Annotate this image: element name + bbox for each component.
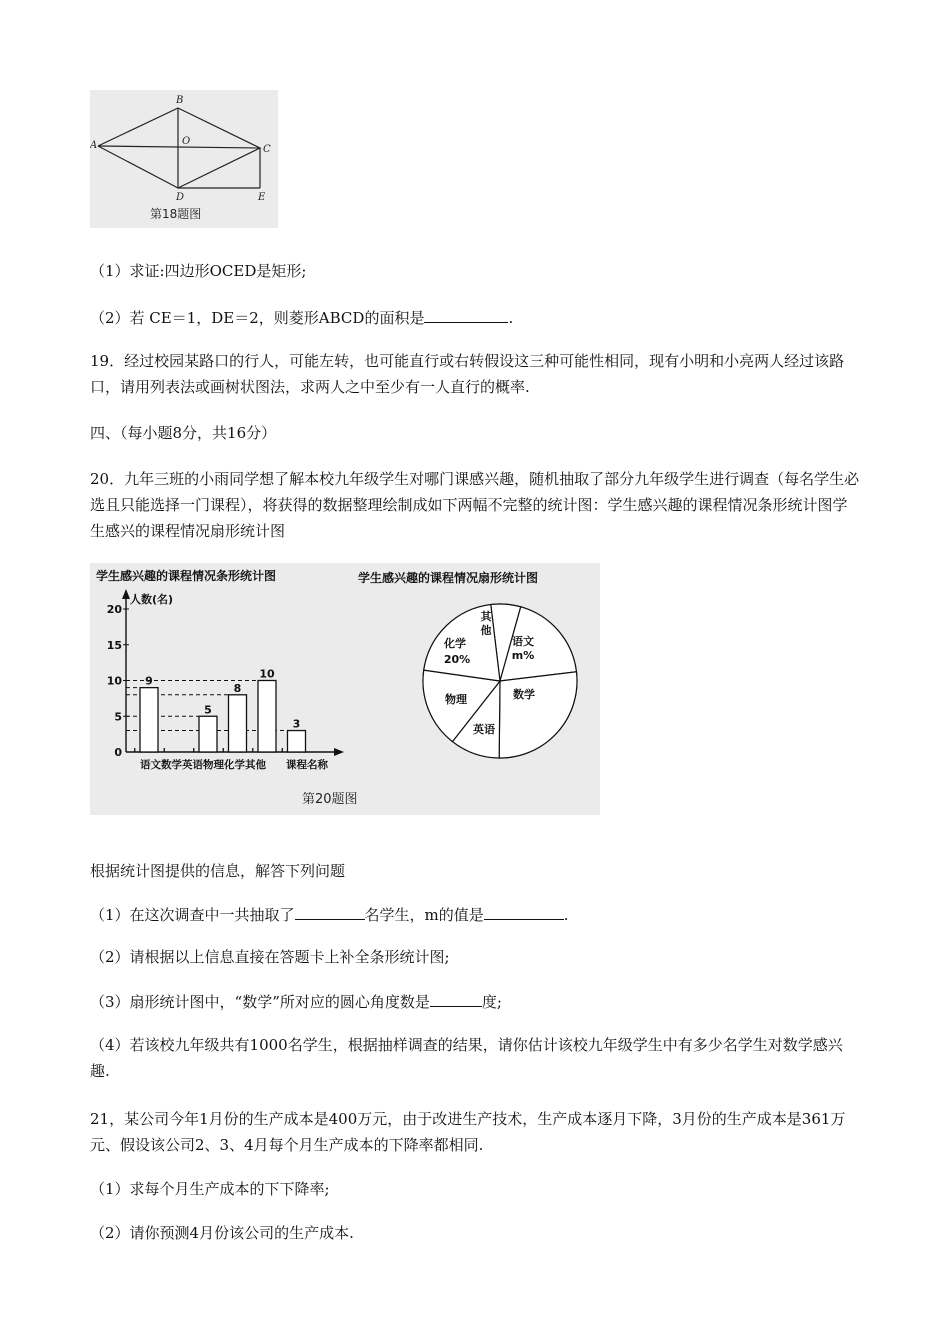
label-b: B (176, 95, 184, 106)
pie-label-math: 数学 (513, 688, 535, 701)
ytick-label: 5 (114, 710, 122, 724)
label-a: A (90, 140, 98, 151)
pie-chart-title: 学生感兴趣的课程情况扇形统计图 (358, 571, 539, 585)
q20-part2: （2）请根据以上信息直接在答题卡上补全条形统计图; (90, 948, 450, 966)
q18-part2-prefix: （2）若 CE＝1，DE＝2，则菱形ABCD的面积是 (90, 309, 425, 327)
answer-blank-m[interactable] (484, 903, 564, 920)
pie-label-chinese: 语文 (512, 635, 534, 648)
ytick-label: 10 (106, 674, 122, 688)
bar-其他 (288, 731, 306, 752)
pie-label-chemistry-pct: 20% (443, 653, 471, 666)
figure-20-charts (90, 563, 600, 815)
q20-part3 (90, 990, 502, 1013)
q20-part3-b: 度; (481, 993, 502, 1011)
bar-英语 (199, 716, 217, 752)
q20-part1-b: 名学生，m的值是 (364, 906, 484, 924)
figure-20-caption: 第20题图 (302, 792, 358, 807)
answer-blank-angle[interactable] (430, 990, 482, 1007)
pie-label-chemistry: 化学 (444, 637, 466, 650)
q20-part1 (90, 903, 569, 926)
q18-part2-suffix: . (508, 309, 514, 327)
bar-category-labels: 语文数学英语物理化学其他 (140, 759, 266, 771)
q21-intro: 21，某公司今年1月份的生产成本是400万元，由于改进生产技术，生产成本逐月下降，3月份的生产成本是361万元、假设该公司2、3、4月每个月生产成本的下降率都相同. (90, 1110, 846, 1154)
bar-value-label: 3 (292, 717, 301, 731)
label-e: E (258, 192, 266, 203)
pie-label-other-2: 他 (480, 624, 492, 637)
ytick-label: 20 (106, 603, 122, 616)
q20-part1-c: . (563, 906, 569, 924)
bar-语文 (140, 688, 158, 752)
answer-blank-area[interactable] (424, 306, 508, 323)
q20-part1-a: （1）在这次调查中一共抽取了 (90, 906, 295, 924)
bar-x-label: 课程名称 (286, 759, 328, 771)
label-o: O (182, 136, 191, 147)
q18-part1: （1）求证:四边形OCED是矩形; (90, 262, 307, 280)
figure-18 (90, 90, 278, 228)
q19-text: 19．经过校园某路口的行人，可能左转，也可能直行或右转假设这三种可能性相同，现有小明和小亮两人经过该路口，请用列表法或画树状图法，求两人之中至少有一人直行的概率. (90, 352, 845, 396)
bar-物理 (229, 695, 247, 752)
figure-18-caption: 第18题图 (150, 207, 202, 221)
section-4-heading: 四、（每小题8分，共16分） (90, 424, 277, 442)
ytick-label: 0 (114, 746, 122, 759)
label-d: D (176, 192, 185, 203)
bar-value-label: 8 (233, 681, 242, 695)
bar-chart-title: 学生感兴趣的课程情况条形统计图 (96, 569, 277, 583)
figure-20 (90, 563, 600, 815)
q20-lead: 根据统计图提供的信息，解答下列问题 (90, 862, 346, 880)
q20-part3-a: （3）扇形统计图中，“数学”所对应的圆心角度数是 (90, 993, 430, 1011)
pie-label-chinese-pct: m% (511, 649, 535, 662)
pie-label-physics: 物理 (445, 693, 467, 706)
bar-value-label: 5 (204, 703, 212, 717)
label-c: C (263, 144, 271, 155)
bar-化学 (258, 681, 276, 753)
answer-blank-total[interactable] (295, 903, 365, 920)
q20-part4: （4）若该校九年级共有1000名学生，根据抽样调查的结果，请你估计该校九年级学生中有多少名学生对数学感兴趣. (90, 1036, 843, 1080)
q21-part2: （2）请你预测4月份该公司的生产成本. (90, 1224, 354, 1242)
bar-value-label: 9 (145, 674, 153, 688)
bar-value-label: 10 (259, 667, 275, 681)
pie-label-english: 英语 (473, 723, 495, 736)
q20-intro: 20．九年三班的小雨同学想了解本校九年级学生对哪门课感兴趣，随机抽取了部分九年级学生进行调查（每名学生必选且只能选择一门课程），将获得的数据整理绘制成如下两幅不完整的统计图：学生感兴趣的课程情况条形统计图学生感兴的课程情况扇形统计图 (90, 470, 860, 540)
pie-label-other-1: 其 (480, 610, 492, 623)
ytick-label: 15 (106, 638, 122, 652)
q18-part2 (90, 306, 513, 329)
q21-part1: （1）求每个月生产成本的下下降率; (90, 1180, 330, 1198)
bar-y-label: 人数(名) (130, 593, 174, 606)
rhombus-diagram (90, 90, 278, 228)
